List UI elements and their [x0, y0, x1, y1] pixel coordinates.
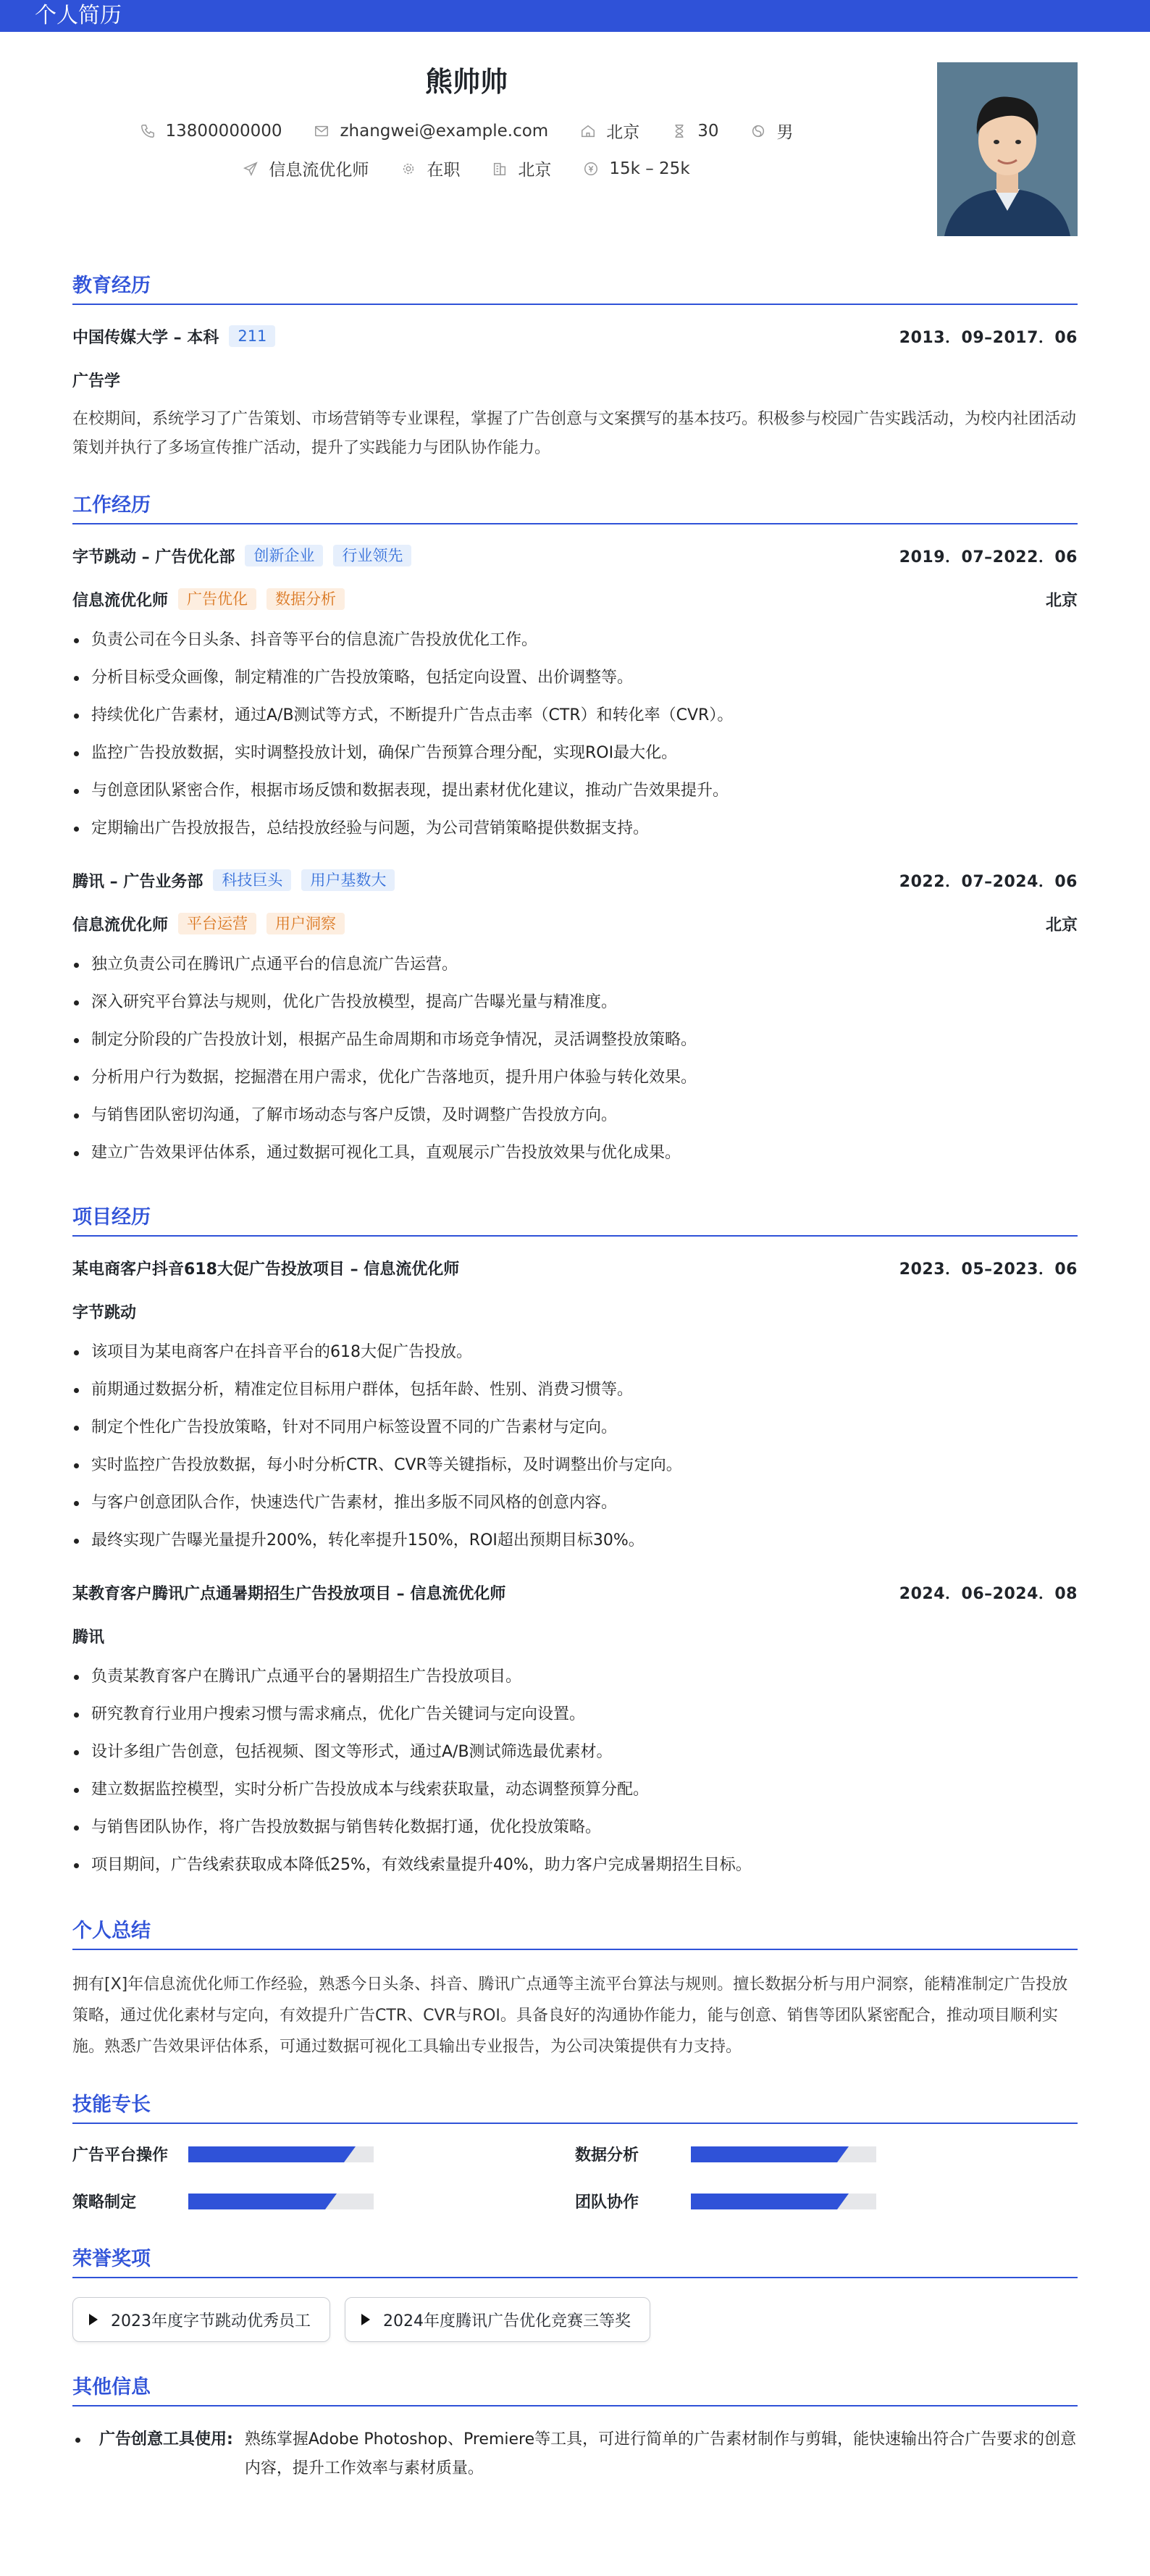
topbar-title: 个人简历 [35, 3, 122, 28]
play-icon [361, 2314, 370, 2325]
resume-page [0, 32, 1150, 2483]
list-item: 建立数据监控模型，实时分析广告投放成本与线索获取量，动态调整预算分配。 [72, 1771, 1078, 1809]
money-icon [583, 161, 599, 177]
project-date: 2024．06–2024．08 [899, 1584, 1078, 1603]
list-item: 深入研究平台算法与规则，优化广告投放模型，提高广告曝光量与精准度。 [72, 984, 1078, 1021]
list-item: 实时监控广告投放数据，每小时分析CTR、CVR等关键指标，及时调整出价与定向。 [72, 1447, 1078, 1484]
skill-name: 数据分析 [575, 2146, 639, 2165]
job-date: 2019．07–2022．06 [899, 548, 1078, 566]
company-tag: 创新企业 [245, 545, 323, 566]
status-value: 在职 [427, 161, 461, 180]
list-item: 持续优化广告素材，通过A/B测试等方式，不断提升广告点击率（CTR）和转化率（CVR）。 [72, 697, 1078, 735]
awards-section [72, 2243, 1078, 2342]
job-role: 信息流优化师 [72, 916, 169, 934]
candidate-name: 熊帅帅 [424, 66, 508, 98]
building-icon [492, 161, 508, 177]
education-section [72, 269, 1078, 463]
skill-fill [188, 2146, 344, 2162]
skill-item [575, 2143, 1078, 2165]
project-date: 2023．05–2023．06 [899, 1260, 1078, 1279]
education-title: 教育经历 [72, 269, 1078, 305]
list-item: 与销售团队密切沟通，了解市场动态与客户反馈，及时调整广告投放方向。 [72, 1097, 1078, 1134]
skills-section [72, 2088, 1078, 2212]
gender-icon [750, 123, 766, 139]
email-item [314, 122, 548, 141]
education-date: 2013．09–2017．06 [899, 328, 1078, 347]
job-company-row [72, 868, 1078, 892]
mail-icon [314, 123, 330, 139]
projects-title: 项目经历 [72, 1201, 1078, 1237]
company-tag: 用户基数大 [301, 869, 395, 891]
list-item: 监控广告投放数据，实时调整投放计划，确保广告预算合理分配，实现ROI最大化。 [72, 735, 1078, 772]
education-header-row [72, 324, 1078, 348]
work-city-value: 北京 [518, 161, 552, 180]
age-value: 30 [697, 121, 719, 141]
project-name: 某教育客户腾讯广点通暑期招生广告投放项目 – 信息流优化师 [72, 1584, 506, 1603]
position-item [243, 156, 369, 180]
gender-value: 男 [776, 123, 794, 142]
summary-text: 拥有[X]年信息流优化师工作经验，熟悉今日头条、抖音、腾讯广点通等主流平台算法与规则。擅长数据分析与用户洞察，能精准制定广告投放策略，通过优化素材与定向，有效提升广告CTR、CVR与ROI。具备良好的沟通协作能力，能与创意、销售等团队紧密配合，推动项目顺利实施。熟悉广告效果评估体系，可通过数据可视化工具输出专业报告，为公司决策提供有力支持。 [72, 1975, 1068, 2056]
project-details [72, 1658, 1078, 1884]
job-item [72, 543, 1078, 848]
summary-section [72, 1915, 1078, 2062]
list-item: 负责公司在今日头条、抖音等平台的信息流广告投放优化工作。 [72, 622, 1078, 659]
list-item: 项目期间，广告线索获取成本降低25%，有效线索量提升40%，助力客户完成暑期招生目标。 [72, 1847, 1078, 1884]
project-item [72, 1580, 1078, 1884]
work-title: 工作经历 [72, 489, 1078, 524]
skill-item [72, 2190, 575, 2212]
skill-name: 团队协作 [575, 2194, 639, 2212]
company-tag: 科技巨头 [213, 869, 291, 891]
major-row [72, 367, 1078, 392]
skill-bar [188, 2146, 374, 2162]
position-value: 信息流优化师 [269, 161, 369, 180]
phone-value: 13800000000 [165, 121, 282, 141]
other-title: 其他信息 [72, 2371, 1078, 2406]
skill-fill [188, 2194, 325, 2209]
list-item: 定期输出广告投放报告，总结投放经验与问题，为公司营销策略提供数据支持。 [72, 810, 1078, 848]
project-name: 某电商客户抖音618大促广告投放项目 – 信息流优化师 [72, 1260, 460, 1279]
company-tag: 行业领先 [333, 545, 411, 566]
bullet-dot [75, 2438, 80, 2443]
award-label: 2024年度腾讯广告优化竞赛三等奖 [383, 2312, 631, 2330]
job-company: 腾讯 – 广告业务部 [72, 872, 203, 891]
list-item: 设计多组广告创意，包括视频、图文等形式，通过A/B测试筛选最优素材。 [72, 1734, 1078, 1771]
top-bar [0, 0, 1150, 32]
education-description: 在校期间，系统学习了广告策划、市场营销等专业课程，掌握了广告创意与文案撰写的基本技巧。积极参与校园广告实践活动，为校内社团活动策划并执行了多场宣传推广活动，提升了实践能力与团队协作能力。 [72, 410, 1077, 457]
phone-icon [140, 123, 156, 139]
role-tag: 平台运营 [178, 913, 256, 934]
gender-item [750, 119, 793, 143]
hourglass-icon [671, 123, 687, 139]
job-role-row [72, 911, 1078, 936]
project-org-row [72, 1299, 1078, 1323]
skill-name: 广告平台操作 [72, 2146, 169, 2165]
job-intent-row [72, 156, 860, 180]
job-city: 北京 [1045, 591, 1078, 610]
awards-list [72, 2297, 1078, 2342]
skills-title: 技能专长 [72, 2088, 1078, 2124]
gear-icon [400, 161, 416, 177]
skill-fill [691, 2194, 837, 2209]
skills-grid [72, 2143, 1078, 2212]
project-details [72, 1334, 1078, 1560]
job-item [72, 868, 1078, 1172]
phone-item [140, 122, 282, 141]
skill-name: 策略制定 [72, 2194, 137, 2212]
salary-value: 15k – 25k [609, 159, 690, 178]
list-item: 与客户创意团队合作，快速迭代广告素材，推出多版不同风格的创意内容。 [72, 1484, 1078, 1522]
age-item [671, 122, 718, 141]
list-item: 制定个性化广告投放策略，针对不同用户标签设置不同的广告素材与定向。 [72, 1409, 1078, 1447]
list-item: 分析目标受众画像，制定精准的广告投放策略，包括定向设置、出价调整等。 [72, 659, 1078, 697]
list-item: 与销售团队协作，将广告投放数据与销售转化数据打通，优化投放策略。 [72, 1809, 1078, 1847]
job-role: 信息流优化师 [72, 591, 169, 610]
role-tag: 用户洞察 [266, 913, 345, 934]
list-item: 最终实现广告曝光量提升200%，转化率提升150%，ROI超出预期目标30%。 [72, 1522, 1078, 1560]
list-item: 研究教育行业用户搜索习惯与需求痛点，优化广告关键词与定向设置。 [72, 1696, 1078, 1734]
city-item [580, 119, 639, 143]
list-item: 与创意团队紧密合作，根据市场反馈和数据表现，提出素材优化建议，推动广告效果提升。 [72, 772, 1078, 810]
role-tag: 广告优化 [178, 588, 256, 610]
project-org-row [72, 1623, 1078, 1648]
awards-title: 荣誉奖项 [72, 2243, 1078, 2278]
job-duties [72, 622, 1078, 848]
other-section [72, 2371, 1078, 2483]
list-item: 负责某教育客户在腾讯广点通平台的暑期招生广告投放项目。 [72, 1658, 1078, 1696]
job-date: 2022．07–2024．06 [899, 872, 1078, 891]
job-company: 字节跳动 – 广告优化部 [72, 548, 235, 566]
contact-row [72, 119, 860, 143]
award-chip [72, 2297, 330, 2342]
other-label: 广告创意工具使用: [99, 2430, 233, 2449]
school-tag: 211 [229, 325, 275, 347]
home-icon [580, 123, 596, 139]
send-icon [243, 161, 259, 177]
other-item [72, 2425, 1078, 2483]
list-item: 制定分阶段的广告投放计划，根据产品生命周期和市场竞争情况，灵活调整投放策略。 [72, 1021, 1078, 1059]
school-name: 中国传媒大学 – 本科 [72, 328, 219, 347]
city-value: 北京 [606, 123, 640, 142]
job-city: 北京 [1045, 916, 1078, 934]
list-item: 前期通过数据分析，精准定位目标用户群体，包括年龄、性别、消费习惯等。 [72, 1371, 1078, 1409]
status-item [400, 156, 460, 180]
skill-bar [691, 2194, 876, 2209]
award-chip [345, 2297, 650, 2342]
job-duties [72, 946, 1078, 1172]
project-org: 字节跳动 [72, 1303, 137, 1322]
work-city-item [492, 156, 551, 180]
summary-title: 个人总结 [72, 1915, 1078, 1950]
projects-section [72, 1201, 1078, 1884]
project-header-row [72, 1255, 1078, 1280]
skill-bar [691, 2146, 876, 2162]
list-item: 该项目为某电商客户在抖音平台的618大促广告投放。 [72, 1334, 1078, 1371]
major: 广告学 [72, 372, 121, 390]
other-text: 熟练掌握Adobe Photoshop、Premiere等工具，可进行简单的广告素材制作与剪辑，能快速输出符合广告要求的创意内容，提升工作效率与素材质量。 [244, 2430, 1077, 2477]
skill-bar [188, 2194, 374, 2209]
email-value: zhangwei@example.com [340, 121, 549, 141]
list-item: 建立广告效果评估体系，通过数据可视化工具，直观展示广告投放效果与优化成果。 [72, 1134, 1078, 1172]
profile-header [72, 32, 1078, 269]
project-header-row [72, 1580, 1078, 1605]
work-section [72, 489, 1078, 1172]
project-item [72, 1255, 1078, 1560]
project-org: 腾讯 [72, 1628, 105, 1647]
job-role-row [72, 587, 1078, 611]
award-label: 2023年度字节跳动优秀员工 [111, 2312, 311, 2330]
skill-item [575, 2190, 1078, 2212]
play-icon [89, 2314, 98, 2325]
skill-item [72, 2143, 575, 2165]
role-tag: 数据分析 [266, 588, 345, 610]
list-item: 分析用户行为数据，挖掘潜在用户需求，优化广告落地页，提升用户体验与转化效果。 [72, 1059, 1078, 1097]
job-company-row [72, 543, 1078, 568]
avatar-illustration [937, 62, 1078, 236]
avatar-photo [937, 62, 1078, 236]
skill-fill [691, 2146, 837, 2162]
salary-item [583, 159, 689, 178]
list-item: 独立负责公司在腾讯广点通平台的信息流广告运营。 [72, 946, 1078, 984]
